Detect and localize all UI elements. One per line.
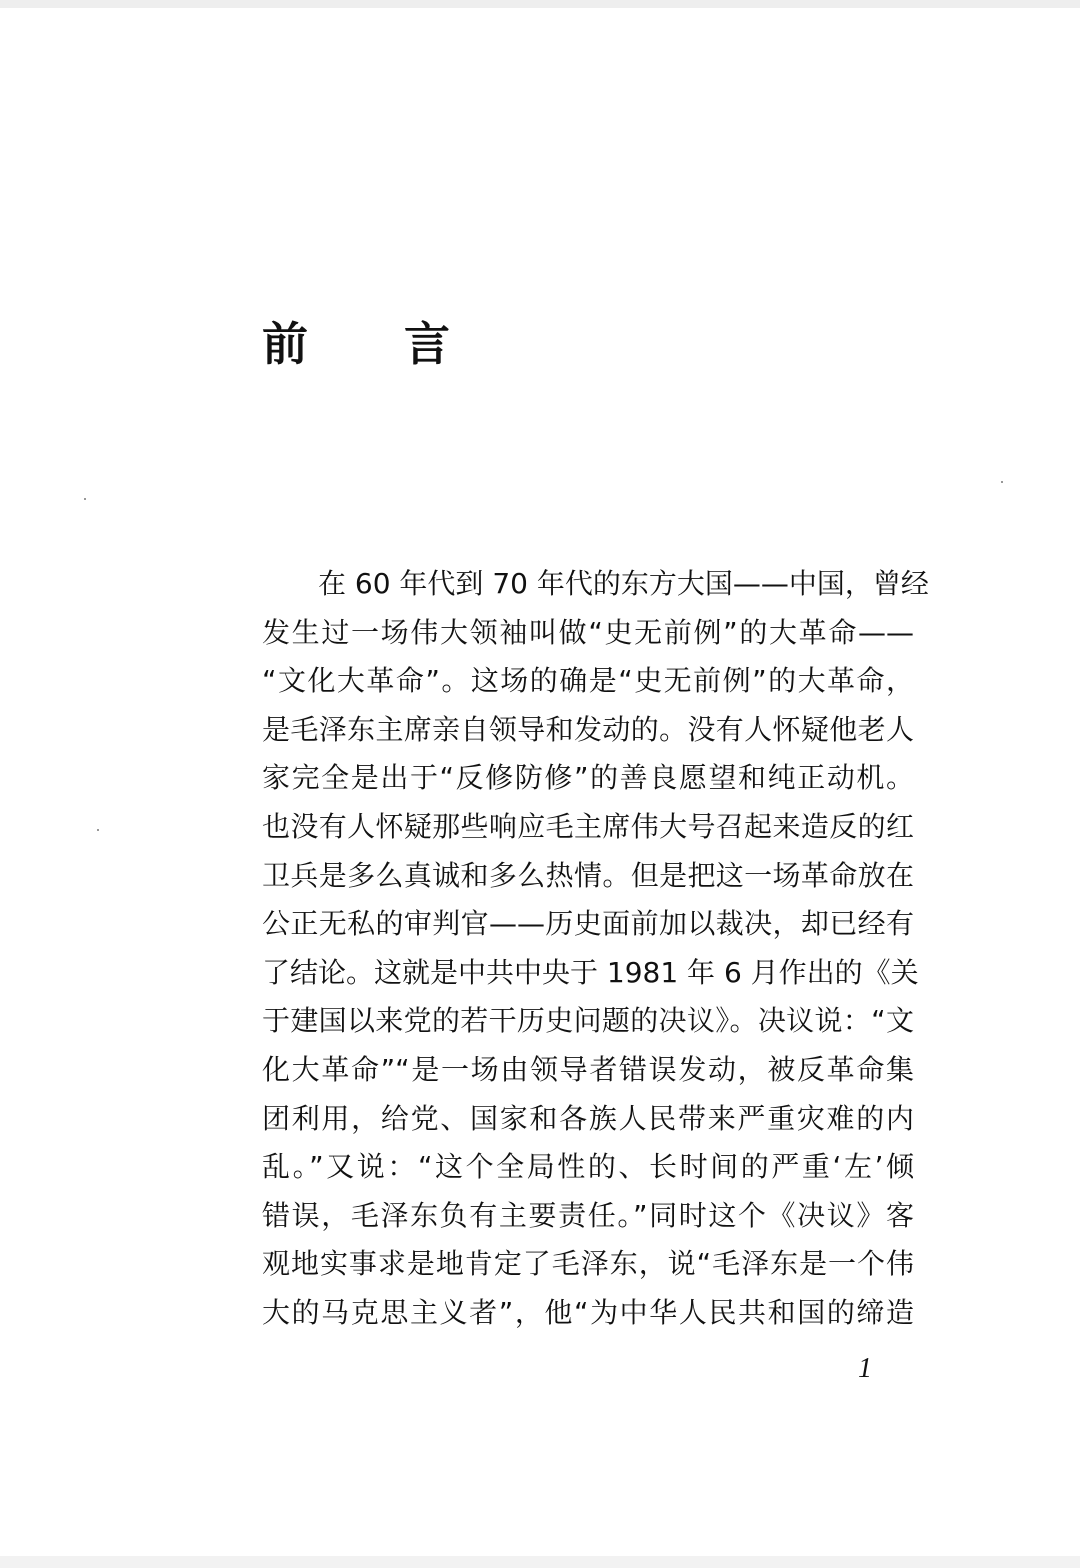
text-line: 是毛泽东主席亲自领导和发动的。没有人怀疑他老人 bbox=[262, 712, 914, 746]
text-line: “文化大革命”。这场的确是“史无前例”的大革命， bbox=[262, 664, 914, 698]
scan-speck bbox=[1001, 481, 1003, 483]
bottom-margin-strip bbox=[0, 1556, 1080, 1568]
text-line: 了结论。这就是中共中央于 1981 年 6 月作出的《关 bbox=[262, 955, 919, 989]
text-line: 乱。”又说：“这个全局性的、长时间的严重‘左’倾 bbox=[262, 1150, 914, 1184]
text-line: 公正无私的审判官——历史面前加以裁决，却已经有 bbox=[262, 907, 914, 941]
scan-speck bbox=[84, 498, 86, 500]
page-number: 1 bbox=[858, 1353, 872, 1384]
text-line: 错误，毛泽东负有主要责任。”同时这个《决议》客 bbox=[262, 1198, 914, 1232]
text-line: 也没有人怀疑那些响应毛主席伟大号召起来造反的红 bbox=[262, 809, 914, 843]
text-line: 家完全是出于“反修防修”的善良愿望和纯正动机。 bbox=[262, 761, 914, 795]
top-margin-strip bbox=[0, 0, 1080, 8]
text-line: 化大革命”“是一场由领导者错误发动，被反革命集 bbox=[262, 1052, 914, 1086]
text-line: 团利用，给党、国家和各族人民带来严重灾难的内 bbox=[262, 1101, 914, 1135]
text-line: 发生过一场伟大领袖叫做“史无前例”的大革命—— bbox=[262, 615, 914, 649]
text-line: 大的马克思主义者”，他“为中华人民共和国的缔造 bbox=[262, 1295, 914, 1329]
text-line: 在 60 年代到 70 年代的东方大国——中国，曾经 bbox=[318, 567, 929, 600]
text-line: 卫兵是多么真诚和多么热情。但是把这一场革命放在 bbox=[262, 858, 914, 892]
text-line: 于建国以来党的若干历史问题的决议》。决议说：“文 bbox=[262, 1004, 914, 1038]
text-line: 观地实事求是地肯定了毛泽东，说“毛泽东是一个伟 bbox=[262, 1247, 914, 1281]
page-title: 前 言 bbox=[262, 317, 491, 371]
scan-speck bbox=[97, 829, 99, 831]
body-text bbox=[262, 560, 929, 1338]
